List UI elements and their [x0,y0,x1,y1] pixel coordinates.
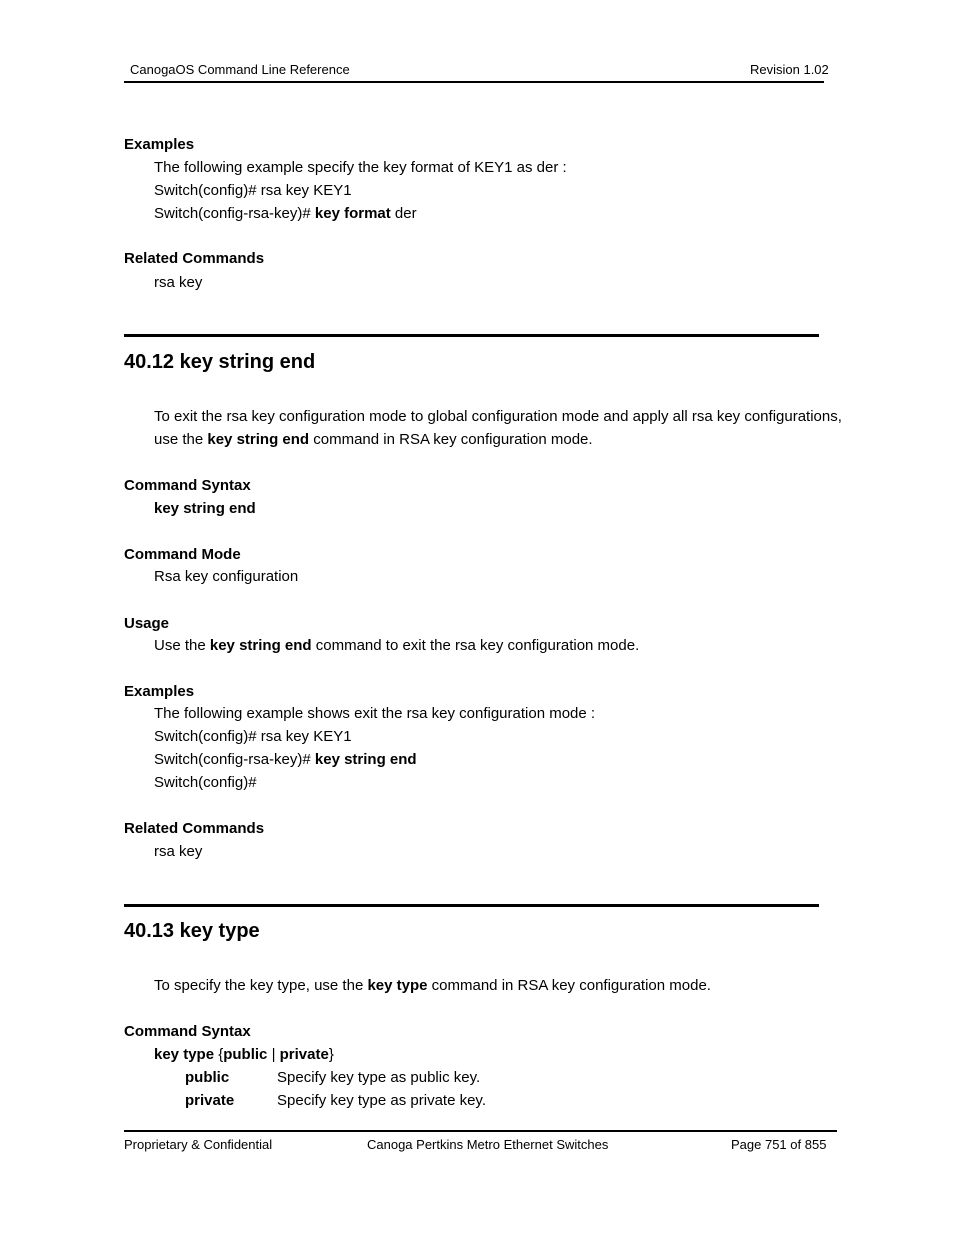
syntax-option: public [223,1046,268,1063]
example-prompt: Switch(config-rsa-key)# [154,751,315,768]
command-syntax-heading: Command Syntax [124,477,251,494]
example-line [154,205,417,222]
example-line: Switch(config)# rsa key KEY1 [154,728,352,745]
command-syntax: key string end [154,500,256,517]
section-title: 40.13 key type [124,920,260,942]
usage-prefix: Use the [154,637,210,654]
section-description [154,977,711,994]
example-argument: der [390,205,417,222]
example-intro: The following example shows exit the rsa key configuration mode : [154,705,596,722]
example-command: key format [314,205,391,222]
section-description: To exit the rsa key configuration mode to global configuration mode and apply all rsa key configurations, [154,408,842,425]
parameter-description: Specify key type as public key. [277,1069,481,1086]
running-header-title: CanogaOS Command Line Reference [130,62,350,77]
related-commands-heading: Related Commands [124,250,265,267]
section-rule [124,334,819,337]
description-text: To specify the key type, use the [154,977,368,994]
running-header-revision: Revision 1.02 [750,62,829,77]
description-text: command in RSA key configuration mode. [309,431,593,448]
example-prompt: Switch(config-rsa-key)# [154,205,315,222]
description-command: key string end [207,431,310,448]
syntax-command: key type [154,1046,215,1063]
header-rule [124,81,824,83]
syntax-brace: { [214,1046,224,1063]
section-title: 40.12 key string end [124,351,316,373]
usage-heading: Usage [124,615,170,632]
command-syntax [154,1046,334,1063]
footer-page-number: Page 751 of 855 [731,1137,827,1152]
example-line: Switch(config)# rsa key KEY1 [154,182,352,199]
footer-product: Canoga Pertkins Metro Ethernet Switches [367,1137,609,1152]
syntax-brace: } [328,1046,334,1063]
parameter-name: public [185,1069,230,1086]
command-syntax-heading: Command Syntax [124,1023,251,1040]
related-command: rsa key [154,274,203,291]
description-text: command in RSA key configuration mode. [427,977,711,994]
parameter-name: private [185,1092,235,1109]
section-description [154,431,593,448]
footer-confidential: Proprietary & Confidential [124,1137,273,1152]
command-mode-heading: Command Mode [124,546,241,563]
related-commands-heading: Related Commands [124,820,265,837]
syntax-option: private [279,1046,329,1063]
section-rule [124,904,819,907]
example-line: Switch(config)# [154,774,257,791]
usage-text [154,637,639,654]
syntax-separator: | [267,1046,280,1063]
footer-rule [124,1130,837,1132]
description-text: use the [154,431,208,448]
examples-heading: Examples [124,683,195,700]
usage-command: key string end [209,637,312,654]
example-command: key string end [314,751,417,768]
command-mode: Rsa key configuration [154,568,299,585]
related-command: rsa key [154,843,203,860]
examples-heading: Examples [124,136,195,153]
example-line [154,751,417,768]
parameter-description: Specify key type as private key. [277,1092,486,1109]
usage-suffix: command to exit the rsa key configuration mode. [311,637,640,654]
description-command: key type [367,977,428,994]
example-intro: The following example specify the key format of KEY1 as der : [154,159,567,176]
